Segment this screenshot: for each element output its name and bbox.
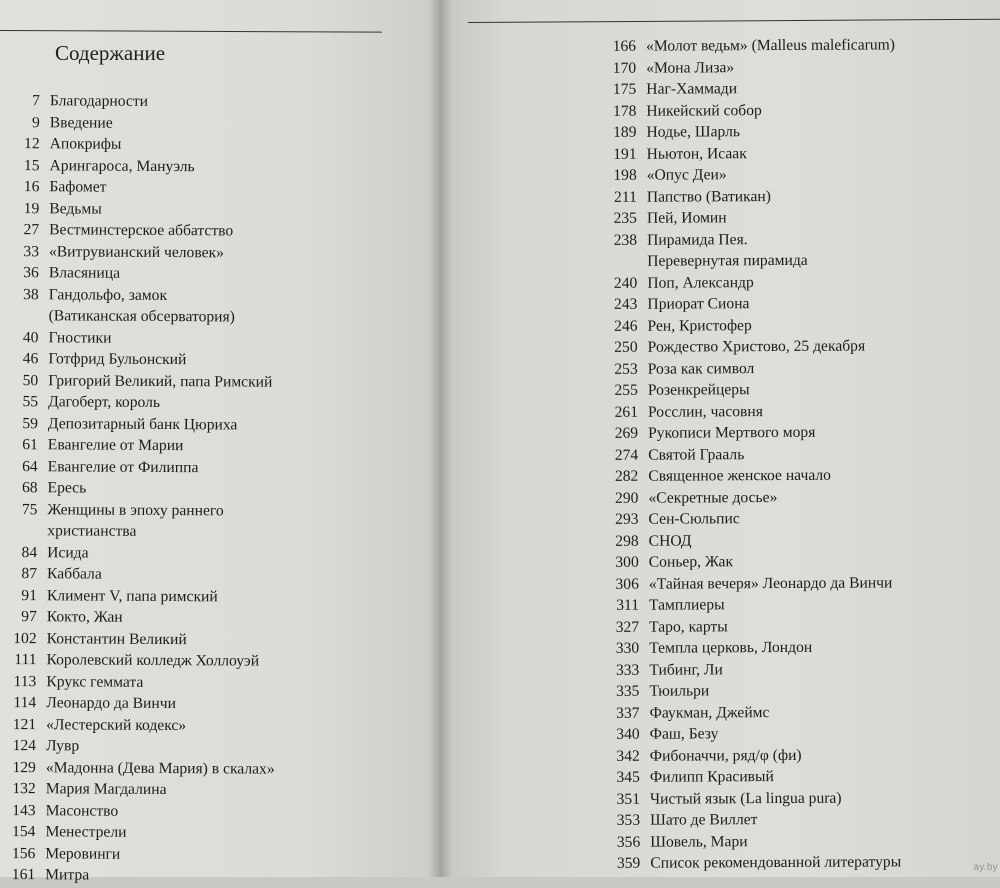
entry-page-number: 156 (11, 844, 36, 862)
entry-page-number: 9 (31, 113, 40, 131)
contents-entry (591, 614, 1000, 638)
entry-page-number: 327 (615, 618, 640, 636)
entry-title: Святой Грааль (648, 445, 745, 464)
entry-title: Дагоберт, король (48, 393, 161, 411)
entry-title: Приорат Сиона (647, 295, 750, 313)
entry-title: Апокрифы (49, 135, 122, 153)
entry-title: Королевский колледж Холлоуэй (46, 651, 260, 670)
entry-page-number: 121 (12, 715, 37, 733)
entry-title: Шовель, Мари (650, 832, 748, 851)
contents-entry (590, 421, 1000, 445)
entry-title: Священное женское начало (648, 466, 831, 485)
contents-entry (592, 829, 1000, 853)
contents-entry (588, 34, 1000, 58)
entry-title: Ведьмы (49, 199, 102, 218)
entry-title: Тамплиеры (648, 596, 725, 614)
entry-page-number: 359 (616, 854, 641, 872)
contents-entry (0, 756, 416, 780)
watermark: ay.by (973, 862, 998, 873)
entry-page-number: 351 (616, 790, 641, 808)
entry-page-number: 97 (21, 608, 37, 626)
entry-page-number: 198 (613, 166, 637, 184)
contents-entry (589, 184, 1000, 208)
entry-page-number: 290 (614, 489, 639, 507)
entry-page-number: 250 (614, 338, 638, 356)
entry-page-number: 16 (23, 178, 40, 196)
entry-page-number: 143 (12, 801, 36, 819)
contents-entry (592, 722, 1000, 746)
entry-title: Рен, Кристофер (647, 316, 752, 335)
contents-entry (0, 455, 418, 479)
entry-title: Готфрид Бульонский (48, 350, 187, 369)
entry-page-number: 50 (22, 371, 39, 389)
entry-title: Фибоначчи, ряд/φ (фи) (649, 746, 802, 765)
contents-entry (0, 584, 417, 608)
contents-entry (0, 649, 417, 673)
entry-title: Нодье, Шарль (646, 123, 741, 141)
contents-entry (588, 55, 1000, 79)
entry-title: Благодарности (49, 92, 149, 110)
entry-title: Роза как символ (647, 359, 755, 378)
contents-entry (0, 219, 419, 243)
contents-entry (592, 786, 1000, 810)
entry-title: Меровинги (45, 844, 121, 863)
entry-title: «Мона Лиза» (646, 58, 735, 77)
contents-entry (591, 571, 1000, 595)
contents-entry (588, 77, 1000, 101)
entry-title: Поп, Александр (647, 273, 754, 292)
entry-title: Константин Великий (46, 629, 187, 648)
entry-title: Вестминстерское аббатство (49, 221, 234, 240)
entry-title: Чистый язык (La lingua pura) (649, 789, 842, 808)
contents-entry (0, 692, 416, 716)
contents-entry (0, 864, 415, 888)
entry-page-number: 124 (12, 737, 37, 755)
entry-title: Список рекомендованной литературы (650, 853, 902, 872)
entry-page-number: 269 (614, 424, 639, 442)
contents-entry (592, 808, 1000, 832)
entry-title: Менестрели (45, 823, 127, 841)
entry-page-number: 300 (615, 553, 639, 571)
entry-title: «Секретные досье» (648, 488, 778, 507)
entry-title: Никейский собор (646, 101, 762, 120)
entry-title: Соньер, Жак (648, 553, 734, 571)
contents-entry (0, 735, 416, 759)
entry-title: Депозитарный банк Цюриха (47, 414, 238, 433)
contents-entry (0, 369, 418, 393)
entry-page-number: 166 (612, 37, 637, 55)
entry-page-number: 243 (613, 295, 638, 313)
entry-page-number: 59 (22, 414, 39, 432)
entry-title: Исида (47, 543, 89, 562)
entry-page-number: 356 (616, 833, 641, 851)
entry-title: Введение (49, 113, 113, 132)
entry-page-number: 306 (615, 575, 639, 593)
entry-page-number: 335 (615, 682, 640, 700)
entry-title: Пей, Иомин (646, 209, 727, 227)
entry-title: Митра (45, 866, 90, 884)
contents-entry (0, 240, 419, 264)
entry-title: Наг-Хаммади (646, 80, 738, 98)
entry-page-number: 91 (21, 586, 37, 604)
entry-title: Каббала (46, 565, 102, 583)
contents-entry (590, 442, 1000, 466)
entry-title: Ньютон, Исаак (646, 144, 747, 163)
contents-entry (0, 176, 419, 200)
contents-entry (592, 765, 1000, 789)
entry-page-number: 113 (13, 672, 37, 690)
entry-page-number: 274 (614, 446, 639, 464)
contents-entry (0, 262, 419, 286)
entry-title: Леонардо да Винчи (46, 694, 177, 713)
entry-page-number: 353 (616, 811, 641, 829)
contents-entry (590, 485, 1000, 509)
entry-page-number: 333 (615, 661, 640, 679)
contents-entry (591, 657, 1000, 681)
contents-entry (590, 356, 1000, 380)
entry-page-number: 342 (616, 747, 640, 765)
entry-title: Крукс геммата (46, 672, 144, 691)
entry-page-number: 19 (23, 199, 40, 217)
entry-page-number: 36 (23, 264, 39, 282)
entry-title: Мария Магдалина (45, 780, 167, 799)
entry-page-number: 27 (23, 221, 40, 239)
entry-page-number: 129 (12, 758, 36, 776)
entry-title: Пирамида Пея. Перевернутая пирамида (647, 230, 808, 270)
entry-title: Гностики (48, 328, 112, 347)
contents-entry (589, 163, 1000, 187)
entry-title: «Мадонна (Дева Мария) в скалах» (45, 758, 275, 778)
contents-entry (0, 197, 419, 221)
entry-title: Рукописи Мертвого моря (648, 423, 816, 442)
entry-page-number: 75 (21, 500, 38, 518)
contents-entry (0, 821, 416, 845)
entry-title: Масонство (45, 801, 119, 820)
contents-entry (590, 378, 1000, 402)
entry-page-number: 46 (22, 350, 39, 368)
entry-title: Григорий Великий, папа Римский (48, 371, 273, 391)
entry-page-number: 87 (21, 565, 38, 583)
entry-page-number: 298 (615, 532, 639, 550)
entry-title: «Лестерский кодекс» (46, 715, 187, 734)
entry-title: Темпла церковь, Лондон (649, 638, 813, 657)
entry-page-number: 38 (23, 285, 39, 303)
entry-page-number: 154 (12, 823, 36, 841)
contents-entry (589, 270, 1000, 294)
contents-entry (589, 206, 1000, 230)
entry-title: «Молот ведьм» (Malleus maleficarum) (646, 36, 895, 55)
contents-entry (590, 399, 1000, 423)
entry-page-number: 211 (613, 188, 637, 206)
contents-entry (0, 842, 415, 866)
entry-page-number: 61 (22, 436, 38, 454)
entry-page-number: 340 (616, 725, 640, 743)
contents-entry (0, 90, 420, 114)
entry-title: Фаш, Безу (649, 725, 719, 743)
entry-page-number: 311 (616, 596, 640, 614)
entry-page-number: 175 (612, 80, 637, 98)
entry-page-number: 170 (612, 59, 637, 77)
contents-entry (0, 348, 418, 372)
entry-title: СНОД (648, 531, 692, 550)
entry-page-number: 240 (613, 274, 638, 292)
entry-page-number: 337 (616, 704, 640, 722)
entry-page-number: 12 (24, 135, 40, 153)
contents-entry (0, 606, 417, 630)
entry-page-number: 40 (22, 328, 39, 346)
contents-entry (0, 154, 420, 178)
entry-title: Гандольфо, замок (Ватиканская обсерватория) (48, 285, 235, 326)
entry-title: Кокто, Жан (46, 608, 123, 626)
contents-entry (592, 743, 1000, 767)
entry-page-number: 345 (616, 768, 640, 786)
entry-title: Лувр (45, 737, 80, 755)
contents-entry (0, 799, 416, 823)
entry-title: Папство (Ватикан) (646, 187, 771, 206)
entry-title: Климент V, папа римский (46, 586, 218, 605)
entry-page-number: 189 (613, 123, 637, 141)
contents-entry (0, 412, 418, 436)
contents-entry (0, 498, 417, 544)
contents-entry (591, 593, 1000, 617)
entry-title: Арингароса, Мануэль (49, 156, 195, 175)
entry-page-number: 161 (11, 866, 36, 884)
entry-page-number: 178 (612, 102, 637, 120)
entry-page-number: 282 (614, 467, 639, 485)
contents-entry (591, 679, 1000, 703)
contents-entry (589, 227, 1000, 272)
contents-list-left (0, 90, 420, 888)
entry-title: Росслин, часовня (647, 402, 763, 421)
contents-entry (591, 636, 1000, 660)
entry-page-number: 191 (613, 145, 637, 163)
entry-title: «Опус Деи» (646, 166, 727, 184)
entry-title: Розенкрейцеры (647, 381, 750, 399)
entry-title: Бафомет (49, 178, 107, 196)
entry-page-number: 68 (21, 479, 38, 497)
entry-page-number: 132 (12, 780, 36, 798)
entry-page-number: 293 (615, 510, 639, 528)
entry-title: Сен-Сюльпис (648, 510, 740, 528)
contents-entry (0, 627, 417, 651)
entry-title: Рождество Христово, 25 декабря (647, 337, 866, 356)
contents-entry (0, 326, 419, 350)
entry-page-number: 114 (13, 694, 37, 712)
entry-title: Тюильри (649, 682, 710, 700)
entry-page-number: 255 (614, 381, 638, 399)
entry-title: Евангелие от Филиппа (47, 457, 199, 476)
contents-entry (591, 528, 1000, 552)
contents-list-right (588, 34, 1000, 875)
contents-entry (590, 335, 1000, 359)
contents-entry (592, 851, 1000, 875)
entry-title: Власяница (48, 264, 121, 282)
entry-title: Шато де Виллет (650, 811, 758, 829)
contents-entry (0, 133, 420, 157)
contents-entry (0, 434, 418, 458)
entry-page-number: 84 (21, 543, 38, 561)
entry-title: Ересь (47, 479, 87, 497)
entry-page-number: 253 (614, 360, 638, 378)
contents-entry (589, 313, 1000, 337)
contents-entry (0, 541, 417, 565)
entry-page-number: 64 (22, 457, 38, 475)
contents-entry (0, 778, 416, 802)
entry-page-number: 102 (13, 629, 37, 647)
contents-entry (589, 141, 1000, 165)
entry-page-number: 246 (614, 317, 638, 335)
contents-entry (589, 292, 1000, 316)
entry-title: Евангелие от Марии (47, 436, 184, 455)
contents-entry (590, 464, 1000, 488)
entry-page-number: 238 (613, 231, 638, 249)
entry-page-number: 33 (23, 242, 40, 260)
entry-page-number: 111 (14, 651, 37, 669)
entry-page-number: 7 (32, 92, 40, 110)
contents-entry (588, 120, 1000, 144)
contents-entry (591, 550, 1000, 574)
contents-entry (0, 283, 419, 329)
contents-entry (0, 477, 418, 501)
contents-entry (0, 563, 417, 587)
entry-page-number: 330 (615, 639, 640, 657)
contents-entry (0, 111, 420, 135)
entry-page-number: 15 (23, 156, 40, 174)
entry-title: «Витрувианский человек» (48, 242, 224, 261)
contents-entry (588, 98, 1000, 122)
contents-entry (590, 507, 1000, 531)
contents-entry (0, 670, 416, 694)
entry-title: Женщины в эпоху раннего христианства (47, 500, 224, 540)
entry-title: Фаукман, Джеймс (649, 703, 770, 722)
entry-title: Тибинг, Ли (649, 660, 723, 679)
contents-entry (591, 700, 1000, 724)
entry-page-number: 235 (613, 209, 637, 227)
entry-title: Таро, карты (649, 617, 728, 636)
entry-page-number: 55 (22, 393, 39, 411)
contents-title: Содержание (55, 41, 166, 65)
entry-title: Филипп Красивый (649, 768, 774, 786)
entry-page-number: 261 (614, 403, 639, 421)
contents-entry (0, 713, 416, 737)
contents-entry (0, 391, 418, 415)
entry-title: «Тайная вечеря» Леонардо да Винчи (648, 573, 893, 593)
